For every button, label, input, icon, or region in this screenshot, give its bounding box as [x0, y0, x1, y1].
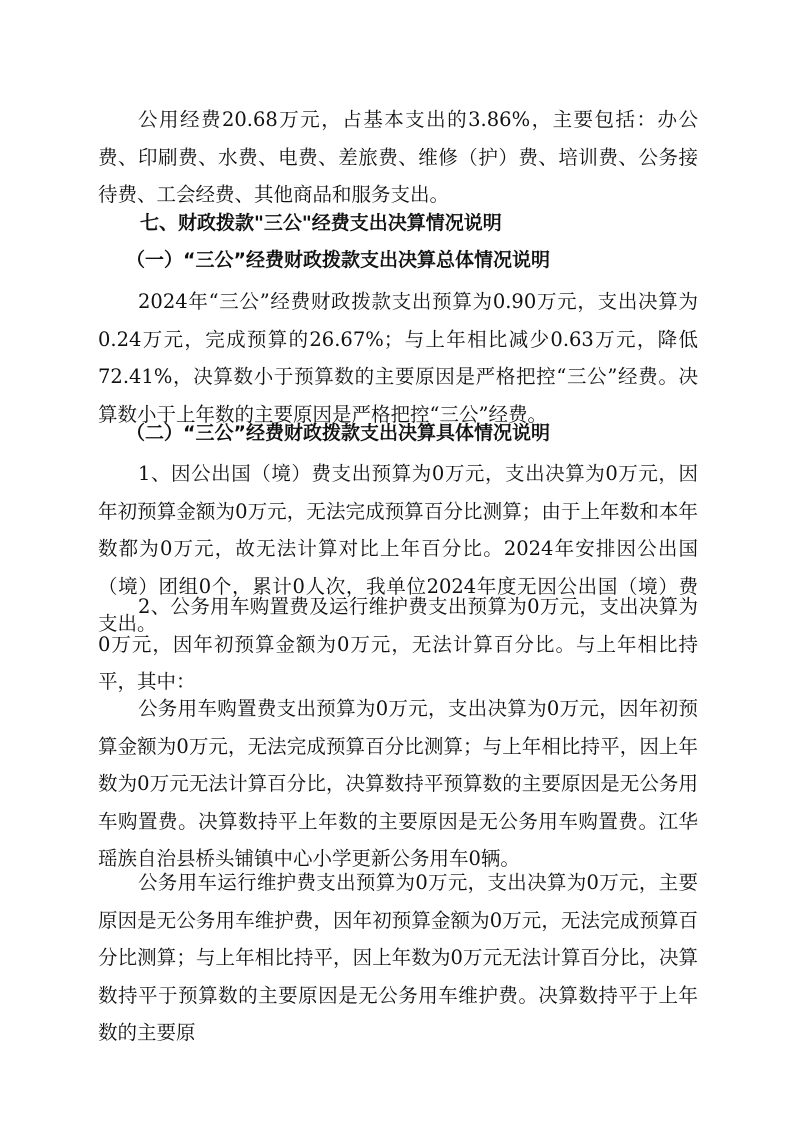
- subheading-overall-situation: （一）“三公”经费财政拨款支出决算总体情况说明: [126, 249, 550, 271]
- subheading-specific-situation: （二）“三公”经费财政拨款支出决算具体情况说明: [126, 422, 550, 444]
- paragraph-vehicle-expenses: 2、公务用车购置费及运行维护费支出预算为0万元，支出决算为0万元，因年初预算金额为0万元，无法计算百分比。与上年相比持平，其中：: [98, 595, 698, 693]
- paragraph-abroad-expenses: 1、因公出国（境）费支出预算为0万元，支出决算为0万元，因年初预算金额为0万元，无法完成预算百分比测算；由于上年数和本年数都为0万元，故无法计算对比上年百分比。2024年安排因公出国（境）团组0个，累计0人次，我单位2024年度无因公出国（境）费支出。: [98, 462, 698, 635]
- paragraph-vehicle-purchase: 公务用车购置费支出预算为0万元，支出决算为0万元，因年初预算金额为0万元，无法完成预算百分比测算；与上年相比持平，因上年数为0万元无法计算百分比，决算数持平预算数的主要原因是无公务用车购置费。决算数持平上年数的主要原因是无公务用车购置费。江华瑶族自治县桥头铺镇中心小学更新公务用车0辆。: [98, 697, 698, 870]
- paragraph-vehicle-maintenance: 公务用车运行维护费支出预算为0万元，支出决算为0万元，主要原因是无公务用车维护费，因年初预算金额为0万元，无法完成预算百分比测算；与上年相比持平，因上年数为0万元无法计算百分比，决算数持平于预算数的主要原因是无公务用车维护费。决算数持平于上年数的主要原: [98, 871, 698, 1044]
- paragraph-overall-situation: 2024年“三公”经费财政拨款支出预算为0.90万元，支出决算为0.24万元，完成预算的26.67%；与上年相比减少0.63万元，降低72.41%，决算数小于预算数的主要原因是严格把控“三公”经费。决算数小于上年数的主要原因是严格把控“三公”经费。: [98, 290, 698, 426]
- paragraph-public-funds: 公用经费20.68万元，占基本支出的3.86%，主要包括：办公费、印刷费、水费、电费、差旅费、维修（护）费、培训费、公务接待费、工会经费、其他商品和服务支出。: [98, 108, 698, 206]
- section-heading-three-public-expenses: 七、财政拨款"三公"经费支出决算情况说明: [140, 212, 502, 234]
